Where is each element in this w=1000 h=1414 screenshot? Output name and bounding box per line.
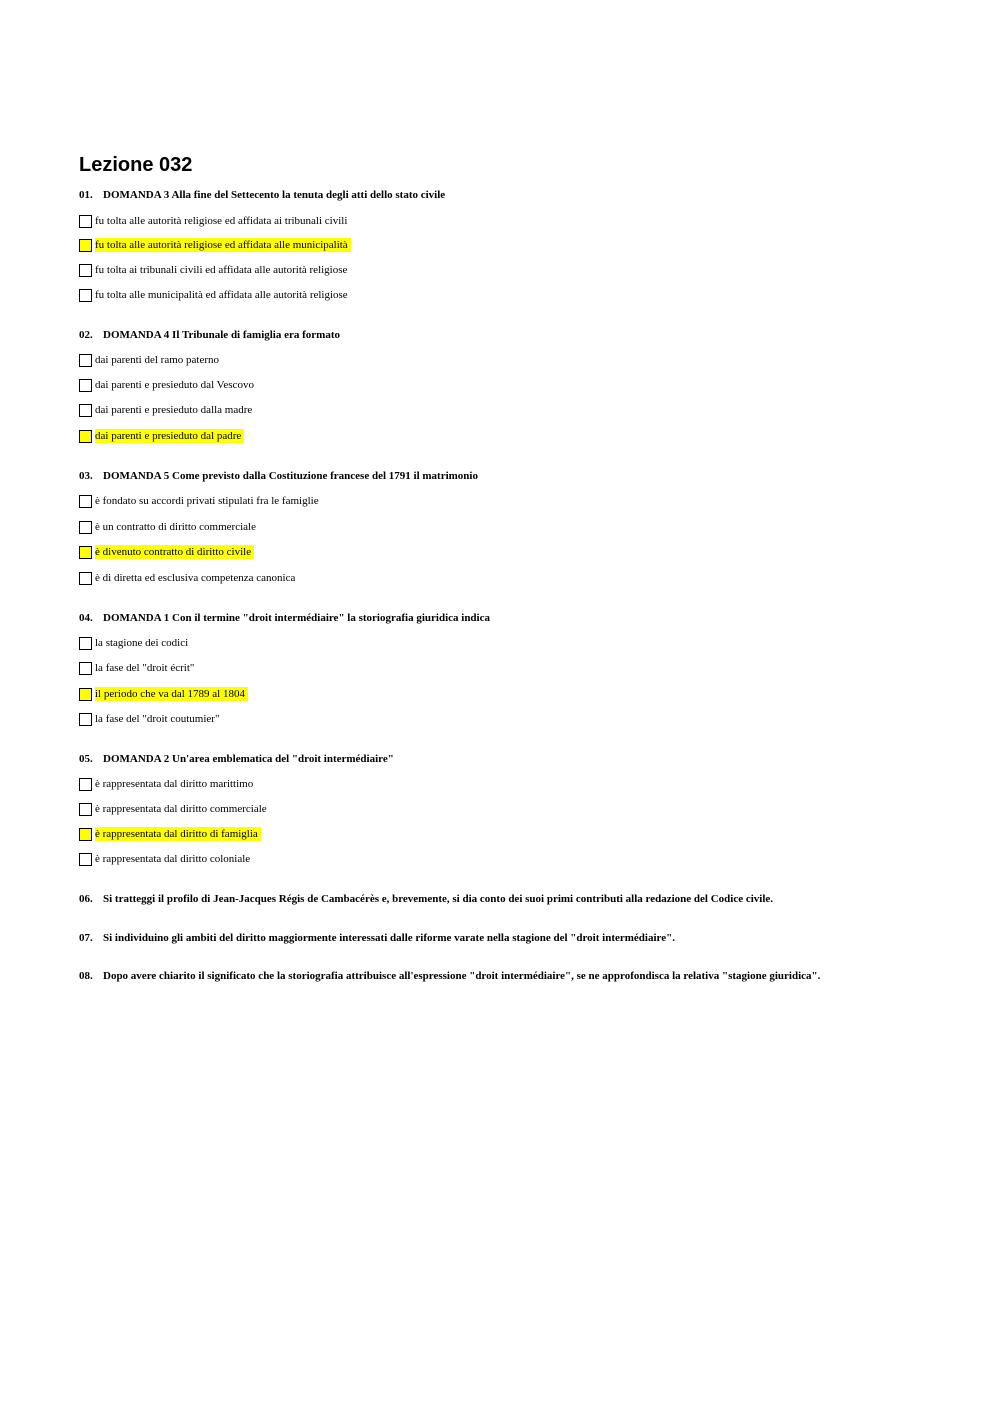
checkbox[interactable] [79, 637, 92, 650]
option-02-a[interactable] [79, 352, 222, 368]
option-label: fu tolta alle autorità religiose ed affidata ai tribunali civili [95, 215, 348, 227]
checkbox[interactable] [79, 828, 92, 841]
question-02 [79, 328, 340, 342]
question-04 [79, 611, 490, 625]
page-title: Lezione 032 [79, 154, 193, 176]
question-text: DOMANDA 5 Come previsto dalla Costituzione francese del 1791 il matrimonio [103, 470, 478, 482]
option-label: è un contratto di diritto commerciale [95, 521, 256, 533]
question-text: DOMANDA 1 Con il termine "droit intermédiaire" la storiografia giuridica indica [103, 612, 490, 624]
option-label: dai parenti e presieduto dalla madre [95, 404, 253, 416]
option-label: è di diretta ed esclusiva competenza canonica [95, 572, 296, 584]
option-label: dai parenti del ramo paterno [95, 354, 220, 366]
question-text: Si tratteggi il profilo di Jean-Jacques Régis de Cambacérès e, brevemente, si dia conto dei suoi primi contributi alla redazione del Codice civile. [103, 893, 774, 905]
question-text: DOMANDA 3 Alla fine del Settecento la tenuta degli atti dello stato civile [103, 189, 446, 201]
checkbox[interactable] [79, 546, 92, 559]
question-number: 02. [79, 329, 93, 341]
checkbox[interactable] [79, 239, 92, 252]
option-01-a[interactable] [79, 213, 350, 229]
option-label: è divenuto contratto di diritto civile [95, 545, 254, 559]
option-04-a[interactable] [79, 635, 191, 651]
option-label: dai parenti e presieduto dal padre [95, 429, 244, 443]
option-label: fu tolta alle autorità religiose ed affidata alle municipalità [95, 238, 351, 252]
option-label: è rappresentata dal diritto commerciale [95, 803, 267, 815]
option-label: è rappresentata dal diritto coloniale [95, 853, 251, 865]
option-label: il periodo che va dal 1789 al 1804 [95, 687, 248, 701]
option-label: fu tolta ai tribunali civili ed affidata alle autorità religiose [95, 264, 348, 276]
question-text: DOMANDA 4 Il Tribunale di famiglia era formato [103, 329, 340, 341]
option-label: è rappresentata dal diritto di famiglia [95, 827, 261, 841]
checkbox[interactable] [79, 289, 92, 302]
question-number: 06. [79, 893, 93, 905]
checkbox[interactable] [79, 404, 92, 417]
question-text: Dopo avere chiarito il significato che la storiografia attribuisce all'espressione "droit intermédiaire", se ne approfondisca la relativa "stagione giuridica". [103, 970, 821, 982]
question-text: Si individuino gli ambiti del diritto maggiormente interessati dalle riforme varate nella stagione del "droit intermédiaire". [103, 932, 675, 944]
checkbox[interactable] [79, 688, 92, 701]
option-02-c[interactable] [79, 402, 255, 418]
option-05-c[interactable] [79, 826, 261, 842]
question-number: 01. [79, 189, 93, 201]
option-02-b[interactable] [79, 377, 257, 393]
checkbox[interactable] [79, 495, 92, 508]
question-03 [79, 469, 478, 483]
question-number: 08. [79, 970, 93, 982]
checkbox[interactable] [79, 430, 92, 443]
option-01-b[interactable] [79, 237, 351, 253]
checkbox[interactable] [79, 662, 92, 675]
option-label: fu tolta alle municipalità ed affidata alle autorità religiose [95, 289, 348, 301]
checkbox[interactable] [79, 778, 92, 791]
question-text: DOMANDA 2 Un'area emblematica del "droit intermédiaire" [103, 753, 394, 765]
checkbox[interactable] [79, 853, 92, 866]
open-question-08 [79, 969, 820, 983]
option-label: è fondato su accordi privati stipulati fra le famiglie [95, 495, 319, 507]
question-number: 05. [79, 753, 93, 765]
option-label: la stagione dei codici [95, 637, 189, 649]
checkbox[interactable] [79, 354, 92, 367]
checkbox[interactable] [79, 572, 92, 585]
option-04-d[interactable] [79, 711, 222, 727]
checkbox[interactable] [79, 713, 92, 726]
option-03-a[interactable] [79, 493, 322, 509]
question-05 [79, 752, 394, 766]
option-05-d[interactable] [79, 851, 253, 867]
open-question-06 [79, 892, 773, 906]
option-03-b[interactable] [79, 519, 259, 535]
question-number: 03. [79, 470, 93, 482]
checkbox[interactable] [79, 379, 92, 392]
option-05-a[interactable] [79, 776, 256, 792]
option-02-d[interactable] [79, 428, 244, 444]
question-01 [79, 188, 445, 202]
open-question-07 [79, 931, 675, 945]
checkbox[interactable] [79, 215, 92, 228]
question-number: 04. [79, 612, 93, 624]
option-03-c[interactable] [79, 544, 254, 560]
option-04-b[interactable] [79, 660, 197, 676]
option-04-c[interactable] [79, 686, 248, 702]
checkbox[interactable] [79, 803, 92, 816]
option-01-c[interactable] [79, 262, 350, 278]
option-05-b[interactable] [79, 801, 270, 817]
option-label: dai parenti e presieduto dal Vescovo [95, 379, 254, 391]
option-label: la fase del "droit écrit" [95, 662, 195, 674]
checkbox[interactable] [79, 264, 92, 277]
option-label: è rappresentata dal diritto marittimo [95, 778, 254, 790]
option-label: la fase del "droit coutumier" [95, 713, 220, 725]
option-03-d[interactable] [79, 570, 298, 586]
option-01-d[interactable] [79, 287, 351, 303]
question-number: 07. [79, 932, 93, 944]
checkbox[interactable] [79, 521, 92, 534]
